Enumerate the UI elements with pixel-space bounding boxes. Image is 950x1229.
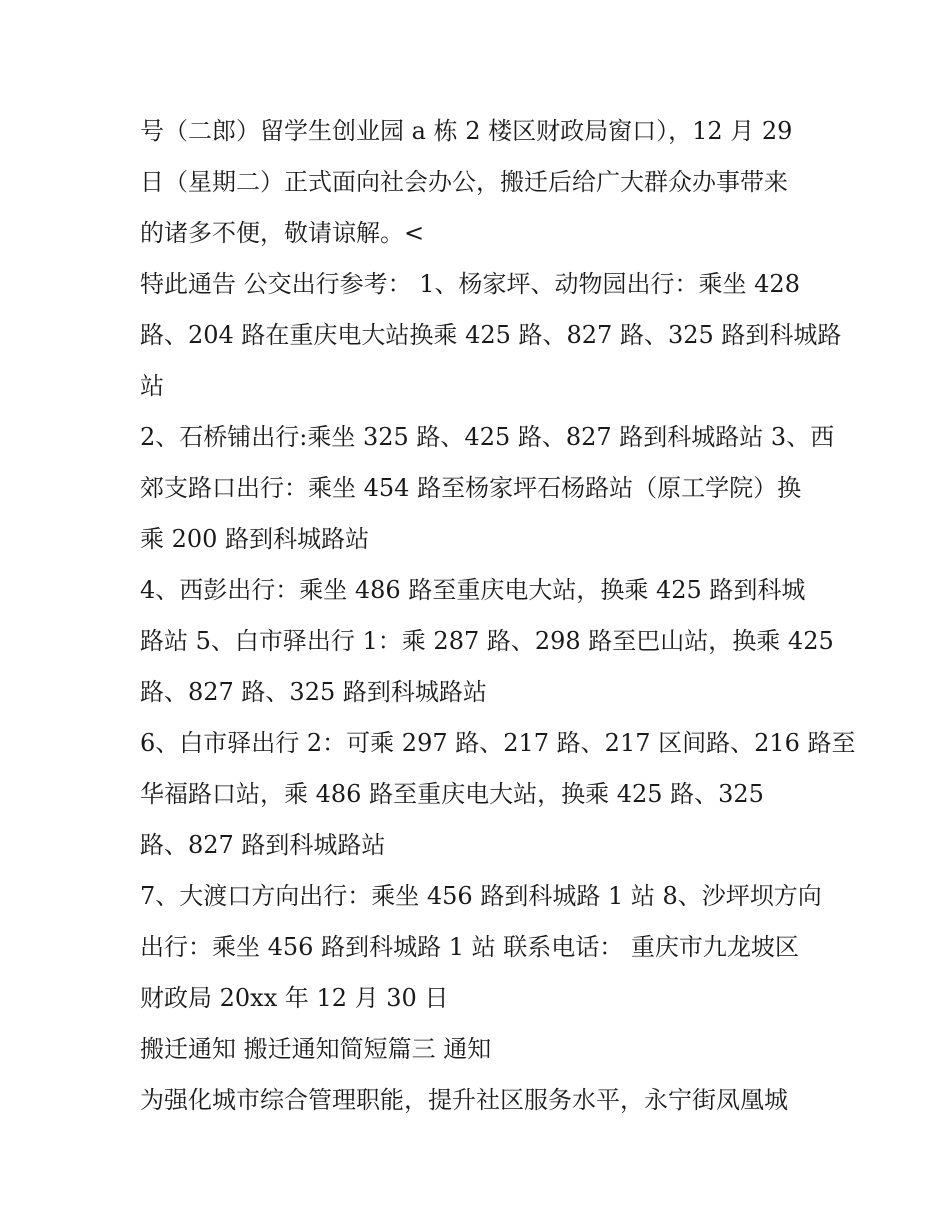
text-line: 站 <box>140 372 164 400</box>
text-line: 乘 200 路到科城路站 <box>140 525 370 553</box>
text-line: 路、827 路到科城路站 <box>140 831 386 859</box>
text-line: 路、204 路在重庆电大站换乘 425 路、827 路、325 路到科城路 <box>140 321 842 349</box>
text-line: 路、827 路、325 路到科城路站 <box>140 678 487 706</box>
document-body <box>140 106 856 1126</box>
text-line: 财政局 20xx 年 12 月 30 日 <box>140 984 449 1012</box>
section-heading: 搬迁通知 搬迁通知简短篇三 通知 <box>140 1035 492 1063</box>
text-line: 日（星期二）正式面向社会办公，搬迁后给广大群众办事带来 <box>140 168 788 196</box>
text-line: 特此通告 公交出行参考： 1、杨家坪、动物园出行：乘坐 428 <box>140 270 800 298</box>
text-line: 2、石桥铺出行:乘坐 325 路、425 路、827 路到科城路站 3、西 <box>140 423 835 451</box>
text-line: 号（二郎）留学生创业园 a 栋 2 楼区财政局窗口），12 月 29 <box>140 117 793 145</box>
text-line: 郊支路口出行：乘坐 454 路至杨家坪石杨路站（原工学院）换 <box>140 474 802 502</box>
text-line: 路站 5、白市驿出行 1：乘 287 路、298 路至巴山站，换乘 425 <box>140 627 834 655</box>
text-line: 6、白市驿出行 2：可乘 297 路、217 路、217 区间路、216 路至 <box>140 729 856 757</box>
text-line: 4、西彭出行：乘坐 486 路至重庆电大站，换乘 425 路到科城 <box>140 576 806 604</box>
text-line: 华福路口站，乘 486 路至重庆电大站，换乘 425 路、325 <box>140 780 764 808</box>
text-line: 出行：乘坐 456 路到科城路 1 站 联系电话： 重庆市九龙坡区 <box>140 933 799 961</box>
text-line: 为强化城市综合管理职能，提升社区服务水平，永宁街凤凰城 <box>140 1086 788 1114</box>
text-line: 7、大渡口方向出行：乘坐 456 路到科城路 1 站 8、沙坪坝方向 <box>140 882 822 910</box>
text-line: 的诸多不便，敬请谅解。< <box>140 219 425 247</box>
